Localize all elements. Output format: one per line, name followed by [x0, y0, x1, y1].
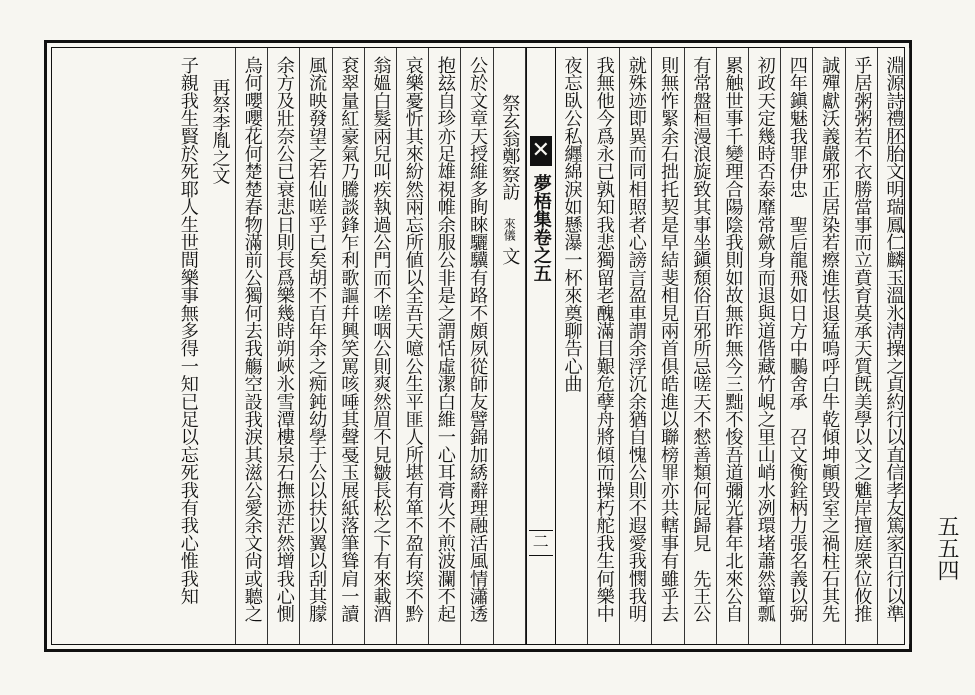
column-text: 夜忘臥公私纒綿淚如懸瀑一杯來奠聊告心曲: [561, 56, 583, 393]
text-column: [461, 48, 493, 644]
page-frame: [44, 40, 912, 652]
text-column: [620, 48, 652, 644]
column-text: 余方及壯奈公已衰悲日則長爲樂幾時朔峽氷雪潭樓泉石撫迹茫然增我心惻: [273, 56, 295, 623]
fishtail-mark: [530, 136, 552, 166]
text-column: [556, 48, 588, 644]
text-column: [717, 48, 749, 644]
column-text: 乎居粥粥若不衣勝當事而立賁育莫承天質旣美學以文之魋岸擅庭衆位攸推: [851, 56, 873, 623]
column-text: 袞翠量紅豪氣乃騰談鋒乍利歌謳幷興笑罵咳唾其聲戞玉展紙落筆聳肩一讀: [338, 56, 360, 623]
section-title: 再祭李胤之文: [209, 78, 231, 185]
column-text: 哀樂憂忻其來紛然兩忘所値以全吾天噫公生平匪人所堪有箪不盈有堗不黔: [402, 56, 424, 623]
center-gutter: [526, 48, 556, 644]
book-title: 夢梧集卷之五: [530, 174, 552, 282]
text-column: [749, 48, 781, 644]
page-number: 五五四: [934, 515, 959, 581]
text-column: [846, 48, 878, 644]
column-text: 烏何嚶嚶花何楚楚春物滿前公獨何去我觴空設我淚其滋公愛余文尙或聽之: [241, 56, 263, 623]
text-column: [172, 48, 204, 644]
heading-column: [204, 48, 236, 644]
column-text: 我無他今爲永已孰知我悲獨留老醜滿目艱危孽舟將傾而操朽舵我生何樂中: [593, 56, 615, 623]
text-column: [781, 48, 813, 644]
column-text: 風流映發望之若仙嗟乎已矣胡不百年余之痴鈍幼學于公以扶以翼以刮其朦: [306, 56, 328, 623]
column-text: 誠殫獻沃義嚴邪正居染若瘵進怯退猛嗚呼白牛乾傾坤顚毁室之禍柱石其先: [819, 56, 841, 623]
column-text: 子親我生賢於死耶人生世間樂事無多得一知已足以忘死我有我心惟我知: [177, 56, 199, 605]
column-text: 公於文章天授維多眴睞驪驥有路不頗夙從師友譬錦加綉辭理融活風情瀟透: [467, 56, 489, 623]
author-note: 來儀: [502, 206, 517, 241]
page-frame-inner: [51, 47, 905, 645]
text-column: [333, 48, 365, 644]
section-title: 祭玄翁鄭察訪 來儀 文: [499, 94, 521, 265]
column-text: 抱玆自珍亦足雄視帷余服公非是之謂恬虛潔白維一心耳膏火不煎波瀾不起: [434, 56, 456, 623]
column-text: 就殊迹即異而同相照者心謗言盈車謂余浮沉余猶自愧公則不遐愛我憫我明: [625, 56, 647, 623]
text-column: [365, 48, 397, 644]
column-text: 四年鎭魅我罪伊忠 聖后龍飛如日方中鵩舍承 召文衡銓柄力張名義以弼: [786, 56, 808, 623]
fishtail-glyph: ✕: [531, 138, 551, 163]
title-suffix: 文: [499, 246, 521, 265]
column-text: 累触世事千變理合陽陰我則如故無昨無今三黜不悛吾道彌光暮年北來公自: [722, 56, 744, 623]
text-column: [652, 48, 684, 644]
text-column: [236, 48, 268, 644]
text-column: [878, 48, 910, 644]
leaf-number: 二: [532, 532, 549, 551]
column-text: 有常盤桓漫浪旋致其事坐鎭頹俗百邪所忌嗟天不憖善類何屁歸見 先王公: [690, 56, 712, 623]
column-text: 淵源詩禮胚胎文明瑞鳳仁麟玉溫氷淸操之貞約行以直信孝友篤家百行以準: [883, 56, 905, 623]
text-column: [588, 48, 620, 644]
text-column: [813, 48, 845, 644]
text-column: [268, 48, 300, 644]
column-text: 則無怍緊余石拙托契是早結斐相見兩首俱皓進以聯榜罪亦共轄事有雖乎去: [658, 56, 680, 623]
column-text: 初政天定幾時否泰靡常歛身而退與道偕藏竹峴之里山峭水冽環堵蕭然簞瓢: [754, 56, 776, 623]
text-column: [685, 48, 717, 644]
column-text: 翁媼白髮兩兒叫疾執過公門而不嗟咽公則爽然眉不見皺長松之下有來載酒: [370, 56, 392, 623]
text-column: [397, 48, 429, 644]
text-column: [300, 48, 332, 644]
heading-column: [494, 48, 526, 644]
text-column: [429, 48, 461, 644]
